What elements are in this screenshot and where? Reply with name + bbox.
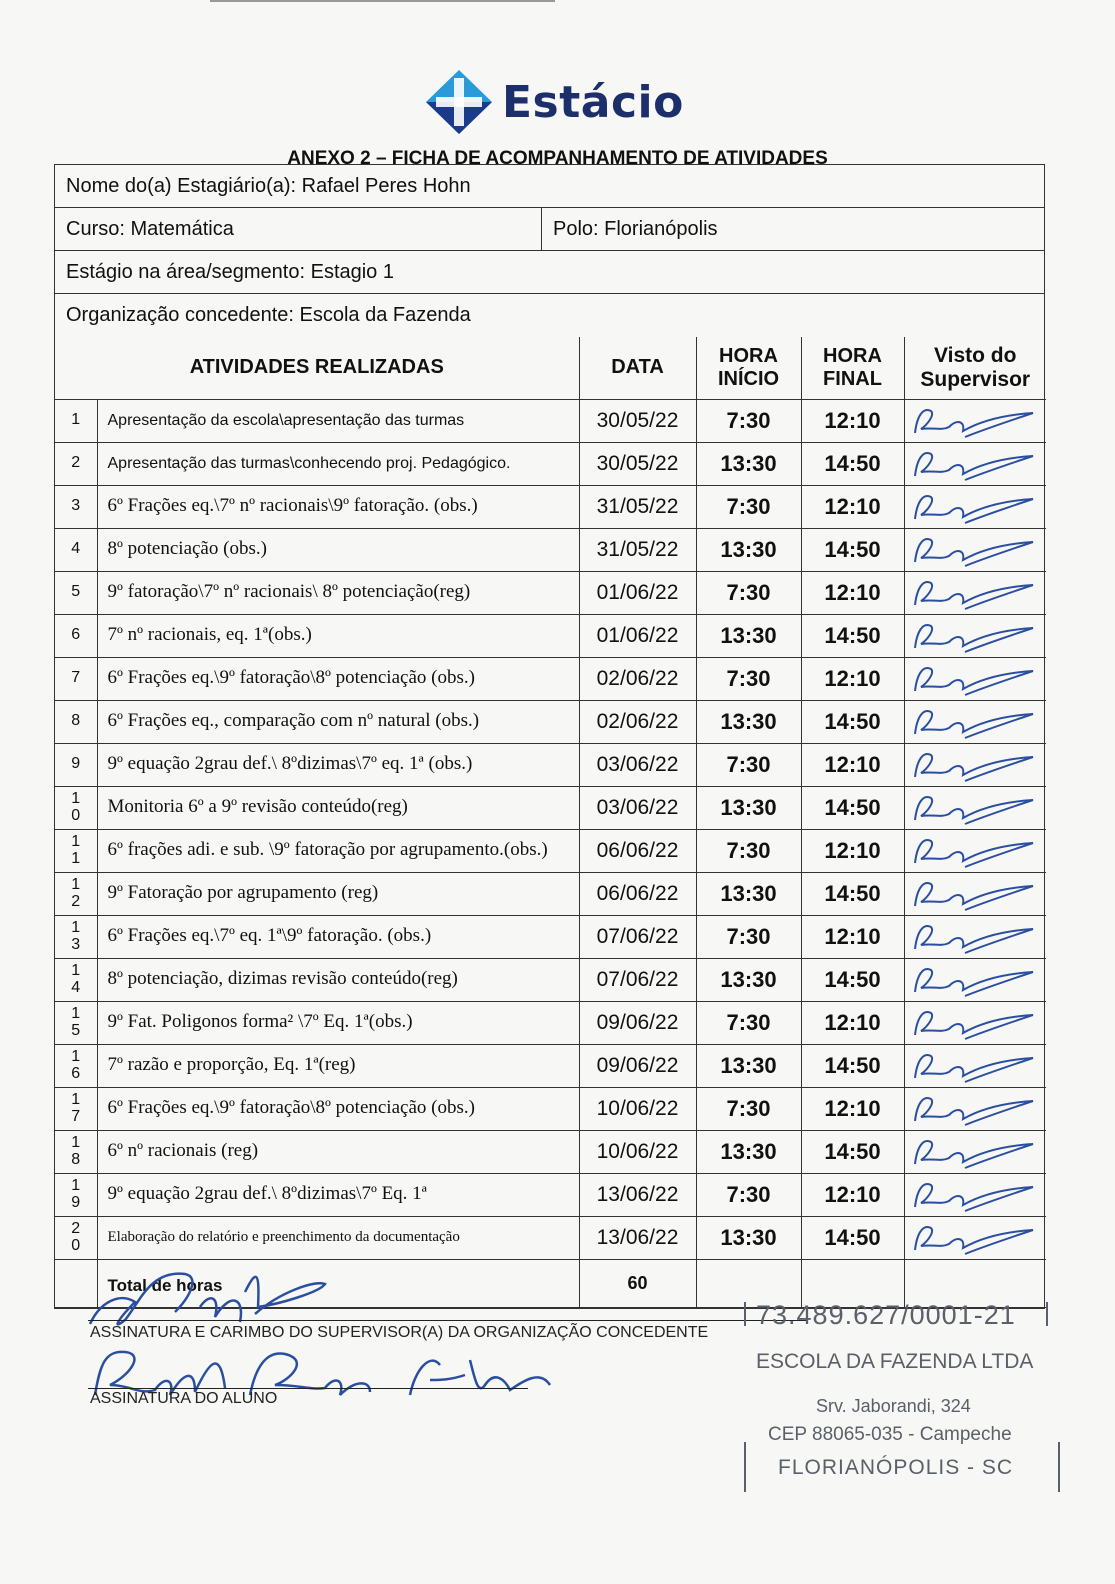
estacio-logo [424,68,684,136]
activity-description: 7º razão e proporção, Eq. 1ª(reg) [97,1044,579,1087]
supervisor-initials-mark [905,1218,1045,1258]
table-row [55,1173,1046,1216]
table-row [55,786,1046,829]
supervisor-initials-mark [905,530,1045,570]
activity-date: 07/06/22 [579,915,696,958]
activity-date: 31/05/22 [579,528,696,571]
row-number: 1 7 [55,1087,97,1130]
organization-row [55,294,1044,337]
estacio-diamond-icon [424,68,494,136]
supervisor-initials [904,743,1046,786]
supervisor-initials-mark [905,487,1045,527]
page-title: ANEXO 2 – FICHA DE ACOMPANHAMENTO DE ATIVIDADES [287,148,828,169]
supervisor-initials [904,958,1046,1001]
supervisor-initials [904,1001,1046,1044]
student-name: Nome do(a) Estagiário(a): Rafael Peres Hohn [66,174,471,197]
supervisor-initials-mark [905,444,1045,484]
supervisor-initials-mark [905,745,1045,785]
table-row [55,528,1046,571]
supervisor-initials-mark [905,573,1045,613]
activity-description: 9º fatoração\7º nº racionais\ 8º potenciação(reg) [97,571,579,614]
activity-date: 09/06/22 [579,1001,696,1044]
activity-description: 9º equação 2grau def.\ 8ºdizimas\7º eq. 1ª (obs.) [97,743,579,786]
activity-description: 6º frações adi. e sub. \9º fatoração por agrupamento.(obs.) [97,829,579,872]
table-row [55,657,1046,700]
supervisor-initials [904,442,1046,485]
activity-description: 6º Frações eq.\7º nº racionais\9º fatoração. (obs.) [97,485,579,528]
row-number: 1 9 [55,1173,97,1216]
campus-field: Polo: Florianópolis [541,208,1044,250]
supervisor-initials [904,485,1046,528]
stamp-city: FLORIANÓPOLIS - SC [778,1456,1014,1479]
supervisor-initials-mark [905,1132,1045,1172]
activity-date: 13/06/22 [579,1216,696,1259]
supervisor-initials-mark [905,1003,1045,1043]
end-time: 14:50 [801,528,904,571]
stamp-cnpj: 73.489.627/0001-21 [756,1300,1016,1330]
supervisor-signature-label: ASSINATURA E CARIMBO DO SUPERVISOR(A) DA ORGANIZAÇÃO CONCEDENTE [90,1324,709,1341]
table-row [55,1216,1046,1259]
start-time: 13:30 [696,442,801,485]
supervisor-initials [904,829,1046,872]
activity-date: 10/06/22 [579,1087,696,1130]
stamp-address: Srv. Jaborandi, 324 [816,1396,971,1416]
end-time: 14:50 [801,1044,904,1087]
course-field: Curso: Matemática [66,217,234,240]
table-row [55,872,1046,915]
supervisor-initials [904,1216,1046,1259]
activity-description: 6º Frações eq.\9º fatoração\8º potenciação (obs.) [97,657,579,700]
start-time: 13:30 [696,614,801,657]
activity-date: 06/06/22 [579,829,696,872]
end-time: 14:50 [801,786,904,829]
row-number: 7 [55,657,97,700]
start-time: 7:30 [696,399,801,442]
table-row [55,829,1046,872]
table-row [55,399,1046,442]
activity-date: 13/06/22 [579,1173,696,1216]
activity-description: Apresentação da escola\apresentação das turmas [97,399,579,442]
supervisor-initials [904,700,1046,743]
course-row [55,208,1044,251]
table-row [55,614,1046,657]
supervisor-initials-mark [905,1089,1045,1129]
row-number: 1 0 [55,786,97,829]
row-number: 1 [55,399,97,442]
total-hours-value: 60 [579,1259,696,1307]
table-row [55,743,1046,786]
activity-form [54,164,1045,1309]
supervisor-visa-header: Visto do Supervisor [904,337,1046,399]
row-number: 4 [55,528,97,571]
start-time: 7:30 [696,915,801,958]
supervisor-initials-mark [905,788,1045,828]
start-time: 13:30 [696,700,801,743]
activity-date: 03/06/22 [579,786,696,829]
row-number: 1 3 [55,915,97,958]
activity-date: 30/05/22 [579,442,696,485]
row-number: 6 [55,614,97,657]
activity-description: Monitoria 6º a 9º revisão conteúdo(reg) [97,786,579,829]
activity-date: 03/06/22 [579,743,696,786]
activity-date: 02/06/22 [579,700,696,743]
supervisor-initials [904,1130,1046,1173]
end-time-header: HORA FINAL [801,337,904,399]
end-time: 12:10 [801,657,904,700]
table-row [55,1087,1046,1130]
supervisor-initials [904,1173,1046,1216]
supervisor-initials-mark [905,401,1045,441]
area-field: Estágio na área/segmento: Estagio 1 [66,260,394,283]
end-time: 12:10 [801,571,904,614]
row-number: 3 [55,485,97,528]
end-time: 14:50 [801,614,904,657]
activity-date: 30/05/22 [579,399,696,442]
activity-description: 6º nº racionais (reg) [97,1130,579,1173]
start-time: 7:30 [696,829,801,872]
start-time: 7:30 [696,485,801,528]
student-signature-line [88,1388,528,1389]
start-time: 7:30 [696,1001,801,1044]
area-row [55,251,1044,294]
activity-description: 8º potenciação (obs.) [97,528,579,571]
supervisor-initials [904,528,1046,571]
supervisor-initials [904,657,1046,700]
row-number: 1 5 [55,1001,97,1044]
supervisor-initials-mark [905,831,1045,871]
row-number: 2 [55,442,97,485]
activity-date: 01/06/22 [579,614,696,657]
supervisor-initials-mark [905,702,1045,742]
start-time: 7:30 [696,571,801,614]
start-time: 13:30 [696,786,801,829]
supervisor-initials [904,915,1046,958]
start-time: 13:30 [696,1216,801,1259]
supervisor-initials [904,571,1046,614]
supervisor-initials [904,614,1046,657]
activity-date: 31/05/22 [579,485,696,528]
activity-description: 6º Frações eq.\9º fatoração\8º potenciação (obs.) [97,1087,579,1130]
supervisor-initials-mark [905,659,1045,699]
supervisor-initials-mark [905,874,1045,914]
row-number: 5 [55,571,97,614]
activity-date: 07/06/22 [579,958,696,1001]
row-number: 2 0 [55,1216,97,1259]
table-row [55,1044,1046,1087]
logo-wordmark: Estácio [502,76,684,128]
end-time: 12:10 [801,829,904,872]
table-row [55,958,1046,1001]
table-row [55,1001,1046,1044]
end-time: 14:50 [801,872,904,915]
end-time: 12:10 [801,399,904,442]
activity-date: 06/06/22 [579,872,696,915]
start-time: 13:30 [696,1130,801,1173]
student-name-row [55,165,1044,208]
end-time: 12:10 [801,485,904,528]
start-time: 7:30 [696,1173,801,1216]
company-stamp [738,1300,1058,1500]
table-header [55,337,1046,399]
end-time: 12:10 [801,915,904,958]
row-number: 1 6 [55,1044,97,1087]
stamp-company: ESCOLA DA FAZENDA LTDA [756,1350,1034,1373]
activities-table [55,337,1046,1308]
activity-description: 9º Fatoração por agrupamento (reg) [97,872,579,915]
table-row [55,442,1046,485]
supervisor-initials-mark [905,1046,1045,1086]
supervisor-initials-mark [905,960,1045,1000]
row-number: 9 [55,743,97,786]
stamp-cep: CEP 88065-035 - Campeche [768,1424,1012,1445]
row-number: 1 2 [55,872,97,915]
row-number: 8 [55,700,97,743]
table-row [55,700,1046,743]
end-time: 12:10 [801,1087,904,1130]
end-time: 14:50 [801,700,904,743]
start-time: 7:30 [696,1087,801,1130]
end-time: 14:50 [801,442,904,485]
supervisor-initials-mark [905,917,1045,957]
start-time: 13:30 [696,872,801,915]
date-header: DATA [579,337,696,399]
end-time: 12:10 [801,743,904,786]
activity-date: 01/06/22 [579,571,696,614]
supervisor-initials-mark [905,616,1045,656]
end-time: 14:50 [801,1216,904,1259]
row-number: 1 4 [55,958,97,1001]
end-time: 12:10 [801,1001,904,1044]
start-time: 13:30 [696,1044,801,1087]
supervisor-signature-line [88,1320,808,1321]
activity-description: 6º Frações eq., comparação com nº natural (obs.) [97,700,579,743]
supervisor-initials [904,399,1046,442]
row-number: 1 8 [55,1130,97,1173]
activity-date: 10/06/22 [579,1130,696,1173]
activity-description: 7º nº racionais, eq. 1ª(obs.) [97,614,579,657]
activity-date: 09/06/22 [579,1044,696,1087]
supervisor-initials [904,872,1046,915]
total-hours-label: Total de horas [97,1259,579,1307]
start-time: 13:30 [696,528,801,571]
table-row [55,1130,1046,1173]
supervisor-initials [904,1087,1046,1130]
start-time: 7:30 [696,657,801,700]
supervisor-initials-mark [905,1175,1045,1215]
activities-header: ATIVIDADES REALIZADAS [55,337,579,399]
row-number: 1 1 [55,829,97,872]
end-time: 14:50 [801,1130,904,1173]
organization-field: Organização concedente: Escola da Fazenda [66,304,471,326]
activity-description: 9º Fat. Poligonos forma² \7º Eq. 1ª(obs.) [97,1001,579,1044]
activity-date: 02/06/22 [579,657,696,700]
table-row [55,485,1046,528]
top-rule [210,0,555,2]
supervisor-initials [904,786,1046,829]
table-row [55,571,1046,614]
start-time: 7:30 [696,743,801,786]
start-time: 13:30 [696,958,801,1001]
activity-description: Apresentação das turmas\conhecendo proj. Pedagógico. [97,442,579,485]
activity-description: Elaboração do relatório e preenchimento da documentação [97,1216,579,1259]
student-signature-label: ASSINATURA DO ALUNO [90,1390,278,1407]
activity-description: 6º Frações eq.\7º eq. 1ª\9º fatoração. (obs.) [97,915,579,958]
activity-description: 9º equação 2grau def.\ 8ºdizimas\7º Eq. 1ª [97,1173,579,1216]
end-time: 14:50 [801,958,904,1001]
supervisor-initials [904,1044,1046,1087]
end-time: 12:10 [801,1173,904,1216]
table-row [55,915,1046,958]
activity-description: 8º potenciação, dizimas revisão conteúdo(reg) [97,958,579,1001]
start-time-header: HORA INÍCIO [696,337,801,399]
